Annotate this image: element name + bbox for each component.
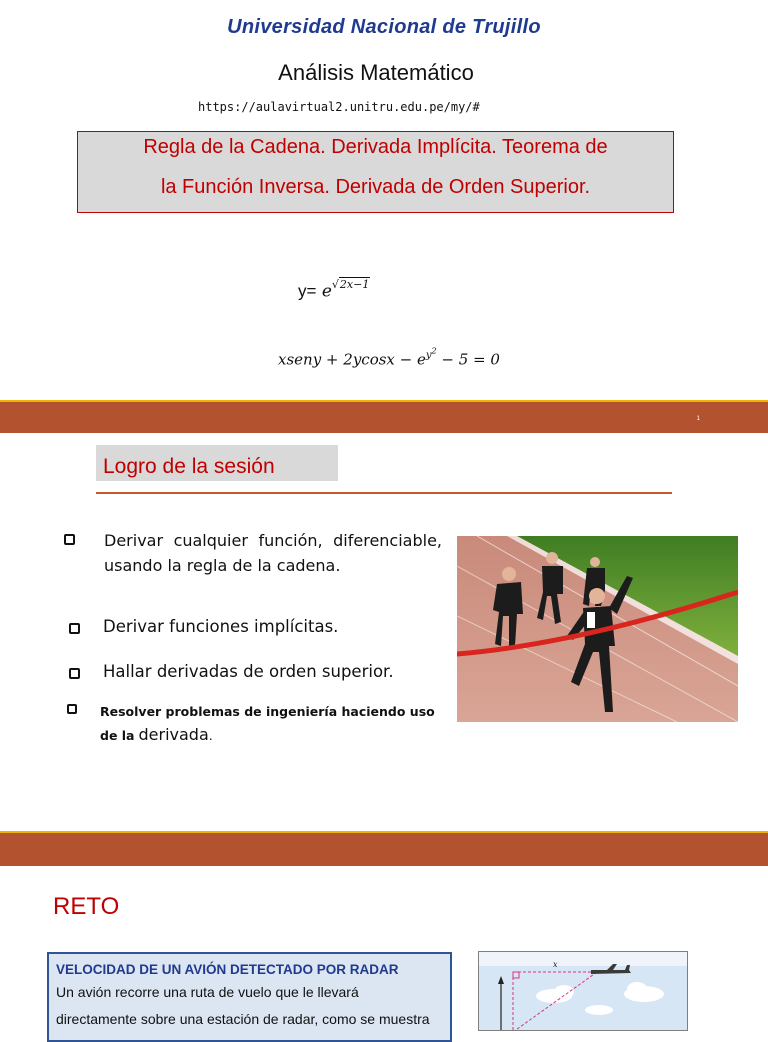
challenge-heading: RETO [53,893,120,920]
equation-2-left: xseny + 2ycosx − e [278,350,426,369]
problem-title: VELOCIDAD DE UN AVIÓN DETECTADO POR RADAR [56,962,399,977]
heading-underline [96,492,672,494]
equation-1-radicand: 2x−1 [339,278,370,291]
equation-2-right: − 5 = 0 [436,350,500,369]
page-number: 1 [696,416,700,422]
goal-bullet-3: Hallar derivadas de orden superior. [103,662,394,681]
lecture-title-box [77,131,674,213]
goal-bullet-1: Derivar cualquier función, diferenciable, usando la regla de la cadena. [104,531,442,575]
checkbox-bullet-icon [69,668,80,679]
session-goal-heading-box [96,445,338,481]
goal-bullet-4: Resolver problemas de ingeniería haciendo uso de la derivada. [100,704,435,744]
slide-divider-2 [0,831,768,866]
race-finish-line-photo [457,536,738,722]
slide-divider-1 [0,400,768,433]
lecture-title-line1: Regla de la Cadena. Derivada Implícita. Teorema de [143,136,608,158]
equation-1-lhs: y= [298,281,317,301]
problem-box [47,952,452,1042]
lecture-title-line2: la Función Inversa. Derivada de Orden Superior. [160,176,591,198]
diagram-x-label: x [553,960,558,969]
goal-bullet-4-end: derivada [138,725,209,744]
equation-1-exponent: √2x−1 [331,278,370,291]
problem-text-line1: Un avión recorre una ruta de vuelo que le llevará [56,984,359,1000]
airplane-radar-diagram [478,951,688,1031]
problem-text-line2: directamente sobre una estación de radar, como se muestra [56,1011,430,1027]
equation-2-exponent: y2 [425,347,437,362]
goal-bullet-2: Derivar funciones implícitas. [103,617,339,636]
university-name: Universidad Nacional de Trujillo [227,16,541,38]
checkbox-bullet-icon [64,534,75,545]
checkbox-bullet-icon [67,704,77,714]
course-title: Análisis Matemático [278,60,474,85]
equation-2 [278,347,500,368]
session-goal-heading: Logro de la sesión [103,455,275,478]
equation-1-base: e [321,281,332,302]
checkbox-bullet-icon [69,623,80,634]
course-url[interactable]: https://aulavirtual2.unitru.edu.pe/my/# [198,100,480,114]
equation-1 [298,280,370,302]
